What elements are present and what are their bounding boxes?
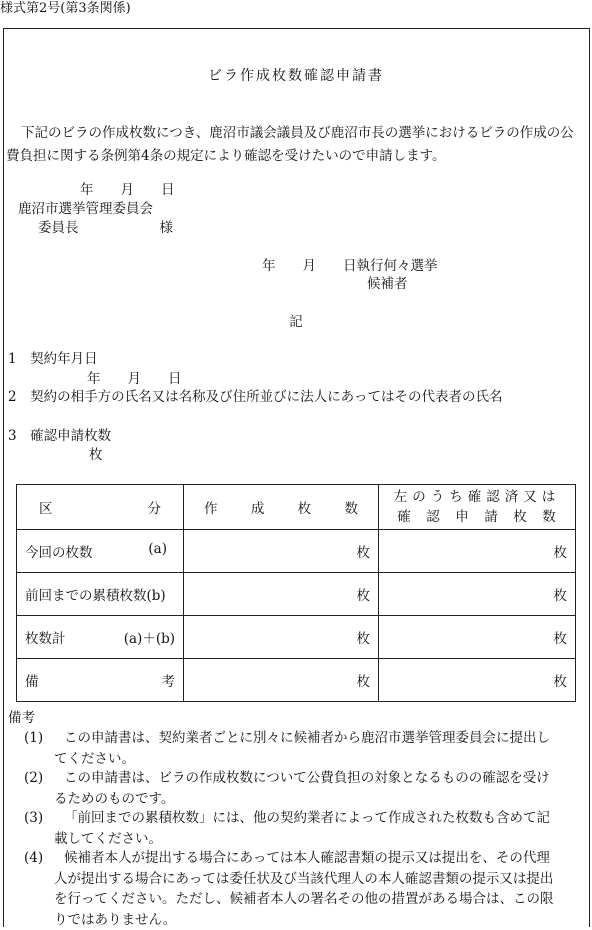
ki-heading: 記 — [0, 314, 592, 330]
row-label: 備 — [25, 670, 39, 690]
header-created-char: 作 — [204, 497, 218, 517]
row-suffix: (a)＋(b) — [124, 627, 175, 647]
item-requested-count: 3 確認申請枚数 — [8, 428, 111, 444]
header-confirmed-count — [379, 485, 576, 530]
confirmed-count-cell[interactable]: 枚 — [379, 659, 576, 702]
table-row — [17, 530, 576, 573]
election-line: 年 月 日執行何々選挙 — [262, 258, 438, 274]
created-count-cell[interactable]: 枚 — [184, 659, 379, 702]
row-label-cell — [17, 659, 184, 702]
note-text: 「前回までの累積枚数」には、他の契約業者によって作成された枚数も含めて記 — [10, 808, 586, 829]
created-count-cell[interactable]: 枚 — [184, 530, 379, 573]
note-text: りではありません。 — [10, 910, 586, 930]
note-text: を行ってください。ただし、候補者本人の署名その他の措置がある場合は、この限 — [10, 889, 586, 910]
note-number: (4) — [24, 848, 43, 869]
row-label-cell — [17, 616, 184, 659]
row-suffix: 考 — [162, 670, 176, 690]
header-confirmed-line2: 確 認 申 請 枚 数 — [389, 507, 565, 527]
created-count-cell[interactable]: 枚 — [184, 616, 379, 659]
item-requested-count-unit: 枚 — [89, 447, 103, 463]
candidate-label: 候補者 — [367, 276, 408, 292]
application-date: 年 月 日 — [80, 182, 175, 198]
recipient-title: 委員長 様 — [38, 220, 173, 236]
count-table — [16, 484, 576, 702]
row-label-cell — [17, 573, 184, 616]
form-number: 様式第2号(第3条関係) — [0, 1, 131, 17]
header-confirmed-line1: 左のうち確認済又は — [389, 487, 565, 507]
header-created-char: 成 — [251, 497, 265, 517]
row-label: 前回までの累積枚数(b) — [25, 584, 166, 604]
recipient-organization: 鹿沼市選挙管理委員会 — [18, 201, 153, 217]
confirmed-count-cell[interactable]: 枚 — [379, 573, 576, 616]
note-number: (2) — [24, 768, 43, 789]
notes-heading: 備考 — [8, 710, 35, 726]
table-header-row — [17, 485, 576, 530]
note-text: 候補者本人が提出する場合にあっては本人確認書類の提示又は提出を、その代理 — [10, 848, 586, 869]
table-row — [17, 659, 576, 702]
header-category-b: 分 — [148, 497, 162, 517]
note-item — [10, 728, 586, 769]
note-item — [10, 848, 586, 930]
table-row — [17, 616, 576, 659]
note-item — [10, 808, 586, 849]
item-contract-date: 1 契約年月日 — [8, 351, 98, 367]
note-number: (1) — [24, 728, 43, 749]
header-created-count — [184, 485, 379, 530]
confirmed-count-cell[interactable]: 枚 — [379, 616, 576, 659]
note-text: るためのものです。 — [10, 789, 586, 810]
item-contract-date-value: 年 月 日 — [87, 371, 182, 387]
note-text: 人が提出する場合にあっては委任状及び当該代理人の本人確認書類の提示又は提出 — [10, 869, 586, 890]
row-suffix: (a) — [148, 541, 167, 561]
row-label-cell — [17, 530, 184, 573]
note-text: 載してください。 — [10, 829, 586, 850]
row-label: 今回の枚数 — [25, 541, 93, 561]
note-number: (3) — [24, 808, 43, 829]
note-text: この申請書は、ビラの作成枚数について公費負担の対象となるものの確認を受け — [10, 768, 586, 789]
note-text: この申請書は、契約業者ごとに別々に候補者から鹿沼市選挙管理委員会に提出し — [10, 728, 586, 749]
note-item — [10, 768, 586, 809]
table-row — [17, 573, 576, 616]
note-text: てください。 — [10, 749, 586, 770]
item-contractor-name: 2 契約の相手方の氏名又は名称及び住所並びに法人にあってはその代表者の氏名 — [8, 389, 502, 405]
intro-paragraph: 下記のビラの作成枚数につき、鹿沼市議会議員及び鹿沼市長の選挙におけるビラの作成の公費負担に関する条例第4条の規定により確認を受けたいので申請します。 — [6, 122, 586, 168]
header-category-a: 区 — [39, 497, 53, 517]
row-label: 枚数計 — [25, 627, 66, 647]
header-created-char: 数 — [344, 497, 358, 517]
header-category — [17, 485, 184, 530]
header-created-char: 枚 — [298, 497, 312, 517]
document-title: ビラ作成枚数確認申請書 — [0, 68, 592, 85]
created-count-cell[interactable]: 枚 — [184, 573, 379, 616]
confirmed-count-cell[interactable]: 枚 — [379, 530, 576, 573]
